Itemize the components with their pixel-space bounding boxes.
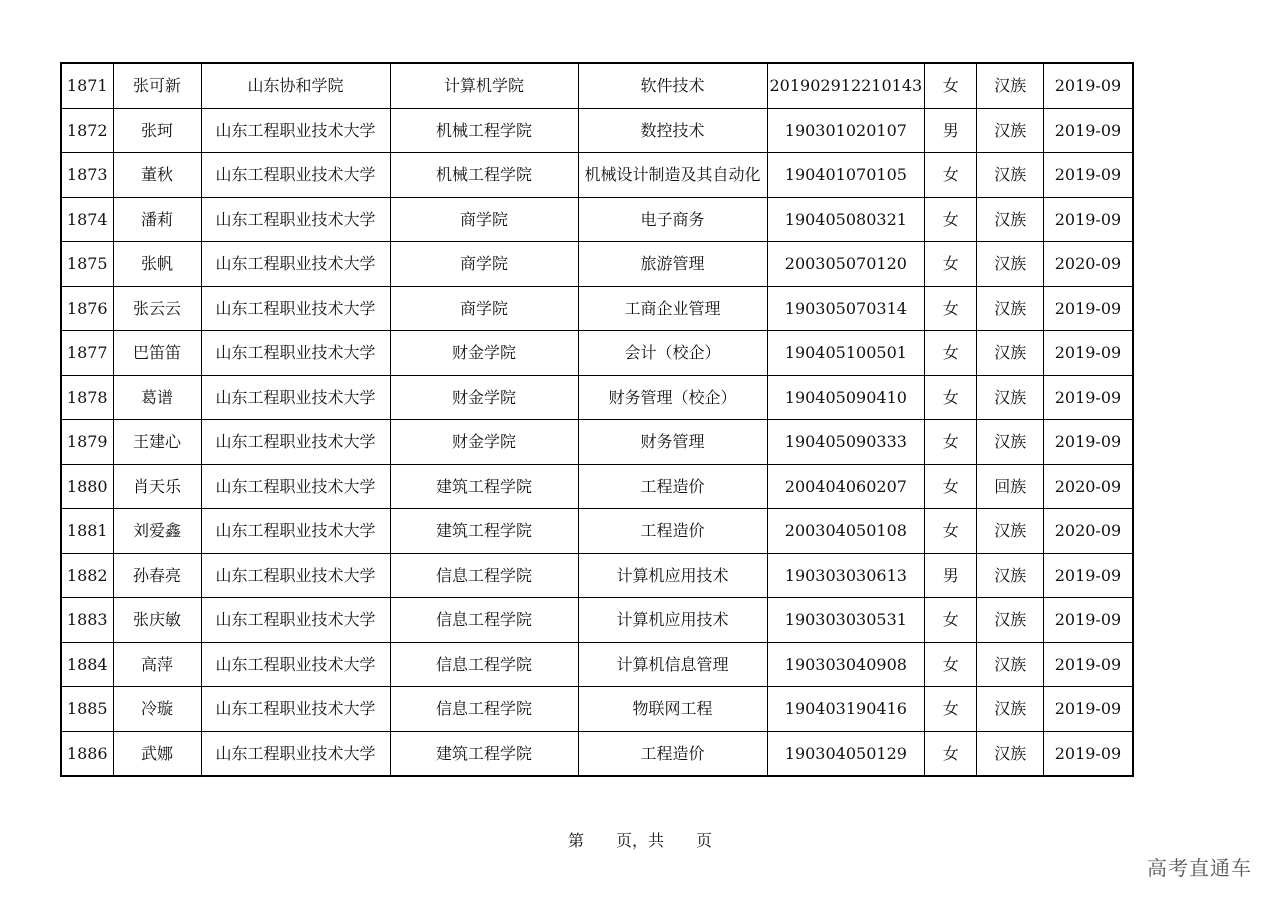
college-cell: 财金学院 bbox=[390, 331, 578, 376]
row-number-cell: 1881 bbox=[61, 509, 113, 554]
school-cell: 山东协和学院 bbox=[201, 63, 390, 108]
table-row bbox=[61, 286, 1133, 331]
college-cell: 财金学院 bbox=[390, 375, 578, 420]
student-name-cell: 张庆敏 bbox=[113, 598, 201, 643]
gender-cell: 男 bbox=[925, 108, 977, 153]
college-cell: 商学院 bbox=[390, 286, 578, 331]
ethnicity-cell: 汉族 bbox=[977, 642, 1044, 687]
enrollment-date-cell: 2019-09 bbox=[1044, 286, 1133, 331]
gender-cell: 女 bbox=[925, 375, 977, 420]
ethnicity-cell: 回族 bbox=[977, 464, 1044, 509]
gender-cell: 女 bbox=[925, 286, 977, 331]
school-cell: 山东工程职业技术大学 bbox=[201, 598, 390, 643]
table-row bbox=[61, 420, 1133, 465]
enrollment-date-cell: 2019-09 bbox=[1044, 642, 1133, 687]
major-cell: 会计（校企） bbox=[578, 331, 767, 376]
school-cell: 山东工程职业技术大学 bbox=[201, 420, 390, 465]
student-roster-table bbox=[60, 62, 1134, 777]
ethnicity-cell: 汉族 bbox=[977, 687, 1044, 732]
student-name-cell: 张帆 bbox=[113, 242, 201, 287]
enrollment-date-cell: 2019-09 bbox=[1044, 108, 1133, 153]
student-name-cell: 刘爱鑫 bbox=[113, 509, 201, 554]
enrollment-date-cell: 2019-09 bbox=[1044, 375, 1133, 420]
ethnicity-cell: 汉族 bbox=[977, 553, 1044, 598]
student-id-cell: 190303030613 bbox=[767, 553, 925, 598]
student-name-cell: 巴笛笛 bbox=[113, 331, 201, 376]
gender-cell: 女 bbox=[925, 242, 977, 287]
major-cell: 工程造价 bbox=[578, 731, 767, 776]
student-id-cell: 190405100501 bbox=[767, 331, 925, 376]
table-row bbox=[61, 153, 1133, 198]
student-id-cell: 200304050108 bbox=[767, 509, 925, 554]
gender-cell: 女 bbox=[925, 197, 977, 242]
ethnicity-cell: 汉族 bbox=[977, 153, 1044, 198]
student-id-cell: 190303040908 bbox=[767, 642, 925, 687]
enrollment-date-cell: 2020-09 bbox=[1044, 242, 1133, 287]
row-number-cell: 1874 bbox=[61, 197, 113, 242]
major-cell: 旅游管理 bbox=[578, 242, 767, 287]
major-cell: 软件技术 bbox=[578, 63, 767, 108]
enrollment-date-cell: 2019-09 bbox=[1044, 63, 1133, 108]
table-row bbox=[61, 553, 1133, 598]
table-row bbox=[61, 509, 1133, 554]
college-cell: 建筑工程学院 bbox=[390, 509, 578, 554]
table-row bbox=[61, 197, 1133, 242]
student-id-cell: 190405080321 bbox=[767, 197, 925, 242]
ethnicity-cell: 汉族 bbox=[977, 331, 1044, 376]
gender-cell: 女 bbox=[925, 153, 977, 198]
student-name-cell: 张云云 bbox=[113, 286, 201, 331]
student-id-cell: 201902912210143 bbox=[767, 63, 925, 108]
student-name-cell: 张珂 bbox=[113, 108, 201, 153]
student-name-cell: 高萍 bbox=[113, 642, 201, 687]
gender-cell: 女 bbox=[925, 331, 977, 376]
major-cell: 机械设计制造及其自动化 bbox=[578, 153, 767, 198]
student-id-cell: 190401070105 bbox=[767, 153, 925, 198]
row-number-cell: 1875 bbox=[61, 242, 113, 287]
ethnicity-cell: 汉族 bbox=[977, 197, 1044, 242]
major-cell: 数控技术 bbox=[578, 108, 767, 153]
enrollment-date-cell: 2019-09 bbox=[1044, 598, 1133, 643]
row-number-cell: 1878 bbox=[61, 375, 113, 420]
school-cell: 山东工程职业技术大学 bbox=[201, 286, 390, 331]
college-cell: 信息工程学院 bbox=[390, 687, 578, 732]
student-name-cell: 孙春亮 bbox=[113, 553, 201, 598]
table-row bbox=[61, 331, 1133, 376]
college-cell: 商学院 bbox=[390, 242, 578, 287]
student-id-cell: 190304050129 bbox=[767, 731, 925, 776]
college-cell: 机械工程学院 bbox=[390, 153, 578, 198]
table-row bbox=[61, 242, 1133, 287]
table-row bbox=[61, 375, 1133, 420]
ethnicity-cell: 汉族 bbox=[977, 598, 1044, 643]
row-number-cell: 1883 bbox=[61, 598, 113, 643]
student-name-cell: 肖天乐 bbox=[113, 464, 201, 509]
ethnicity-cell: 汉族 bbox=[977, 286, 1044, 331]
ethnicity-cell: 汉族 bbox=[977, 375, 1044, 420]
row-number-cell: 1871 bbox=[61, 63, 113, 108]
roster-body bbox=[61, 63, 1133, 776]
major-cell: 财务管理 bbox=[578, 420, 767, 465]
row-number-cell: 1879 bbox=[61, 420, 113, 465]
major-cell: 工商企业管理 bbox=[578, 286, 767, 331]
gender-cell: 女 bbox=[925, 598, 977, 643]
ethnicity-cell: 汉族 bbox=[977, 731, 1044, 776]
school-cell: 山东工程职业技术大学 bbox=[201, 464, 390, 509]
student-id-cell: 190405090333 bbox=[767, 420, 925, 465]
enrollment-date-cell: 2019-09 bbox=[1044, 420, 1133, 465]
ethnicity-cell: 汉族 bbox=[977, 63, 1044, 108]
row-number-cell: 1886 bbox=[61, 731, 113, 776]
school-cell: 山东工程职业技术大学 bbox=[201, 509, 390, 554]
student-id-cell: 190303030531 bbox=[767, 598, 925, 643]
table-row bbox=[61, 108, 1133, 153]
school-cell: 山东工程职业技术大学 bbox=[201, 108, 390, 153]
major-cell: 计算机应用技术 bbox=[578, 598, 767, 643]
row-number-cell: 1882 bbox=[61, 553, 113, 598]
gender-cell: 女 bbox=[925, 731, 977, 776]
gender-cell: 女 bbox=[925, 63, 977, 108]
major-cell: 电子商务 bbox=[578, 197, 767, 242]
major-cell: 计算机信息管理 bbox=[578, 642, 767, 687]
table-row bbox=[61, 687, 1133, 732]
school-cell: 山东工程职业技术大学 bbox=[201, 153, 390, 198]
student-name-cell: 武娜 bbox=[113, 731, 201, 776]
row-number-cell: 1873 bbox=[61, 153, 113, 198]
major-cell: 财务管理（校企） bbox=[578, 375, 767, 420]
major-cell: 工程造价 bbox=[578, 509, 767, 554]
college-cell: 建筑工程学院 bbox=[390, 731, 578, 776]
row-number-cell: 1884 bbox=[61, 642, 113, 687]
gender-cell: 女 bbox=[925, 420, 977, 465]
school-cell: 山东工程职业技术大学 bbox=[201, 242, 390, 287]
student-id-cell: 190305070314 bbox=[767, 286, 925, 331]
college-cell: 信息工程学院 bbox=[390, 598, 578, 643]
row-number-cell: 1880 bbox=[61, 464, 113, 509]
gender-cell: 女 bbox=[925, 642, 977, 687]
table-row bbox=[61, 464, 1133, 509]
student-name-cell: 潘莉 bbox=[113, 197, 201, 242]
row-number-cell: 1885 bbox=[61, 687, 113, 732]
gender-cell: 女 bbox=[925, 464, 977, 509]
major-cell: 计算机应用技术 bbox=[578, 553, 767, 598]
student-id-cell: 190403190416 bbox=[767, 687, 925, 732]
major-cell: 物联网工程 bbox=[578, 687, 767, 732]
school-cell: 山东工程职业技术大学 bbox=[201, 375, 390, 420]
page-footer: 第 页，共 页 bbox=[567, 831, 712, 850]
enrollment-date-cell: 2019-09 bbox=[1044, 153, 1133, 198]
gender-cell: 女 bbox=[925, 687, 977, 732]
college-cell: 建筑工程学院 bbox=[390, 464, 578, 509]
school-cell: 山东工程职业技术大学 bbox=[201, 687, 390, 732]
college-cell: 财金学院 bbox=[390, 420, 578, 465]
watermark-logo: 高考直通车 bbox=[1147, 856, 1252, 880]
table-row bbox=[61, 731, 1133, 776]
student-name-cell: 董秋 bbox=[113, 153, 201, 198]
table-row bbox=[61, 642, 1133, 687]
school-cell: 山东工程职业技术大学 bbox=[201, 642, 390, 687]
table-row bbox=[61, 598, 1133, 643]
school-cell: 山东工程职业技术大学 bbox=[201, 197, 390, 242]
enrollment-date-cell: 2019-09 bbox=[1044, 553, 1133, 598]
student-name-cell: 葛谱 bbox=[113, 375, 201, 420]
enrollment-date-cell: 2019-09 bbox=[1044, 731, 1133, 776]
enrollment-date-cell: 2019-09 bbox=[1044, 197, 1133, 242]
college-cell: 计算机学院 bbox=[390, 63, 578, 108]
college-cell: 商学院 bbox=[390, 197, 578, 242]
ethnicity-cell: 汉族 bbox=[977, 108, 1044, 153]
major-cell: 工程造价 bbox=[578, 464, 767, 509]
student-name-cell: 冷璇 bbox=[113, 687, 201, 732]
row-number-cell: 1872 bbox=[61, 108, 113, 153]
college-cell: 机械工程学院 bbox=[390, 108, 578, 153]
school-cell: 山东工程职业技术大学 bbox=[201, 731, 390, 776]
gender-cell: 女 bbox=[925, 509, 977, 554]
college-cell: 信息工程学院 bbox=[390, 553, 578, 598]
student-id-cell: 200305070120 bbox=[767, 242, 925, 287]
ethnicity-cell: 汉族 bbox=[977, 509, 1044, 554]
college-cell: 信息工程学院 bbox=[390, 642, 578, 687]
enrollment-date-cell: 2020-09 bbox=[1044, 464, 1133, 509]
student-id-cell: 200404060207 bbox=[767, 464, 925, 509]
school-cell: 山东工程职业技术大学 bbox=[201, 331, 390, 376]
ethnicity-cell: 汉族 bbox=[977, 242, 1044, 287]
gender-cell: 男 bbox=[925, 553, 977, 598]
enrollment-date-cell: 2019-09 bbox=[1044, 331, 1133, 376]
row-number-cell: 1876 bbox=[61, 286, 113, 331]
table-row bbox=[61, 63, 1133, 108]
school-cell: 山东工程职业技术大学 bbox=[201, 553, 390, 598]
student-name-cell: 张可新 bbox=[113, 63, 201, 108]
row-number-cell: 1877 bbox=[61, 331, 113, 376]
student-id-cell: 190405090410 bbox=[767, 375, 925, 420]
student-name-cell: 王建心 bbox=[113, 420, 201, 465]
student-id-cell: 190301020107 bbox=[767, 108, 925, 153]
enrollment-date-cell: 2019-09 bbox=[1044, 687, 1133, 732]
ethnicity-cell: 汉族 bbox=[977, 420, 1044, 465]
enrollment-date-cell: 2020-09 bbox=[1044, 509, 1133, 554]
